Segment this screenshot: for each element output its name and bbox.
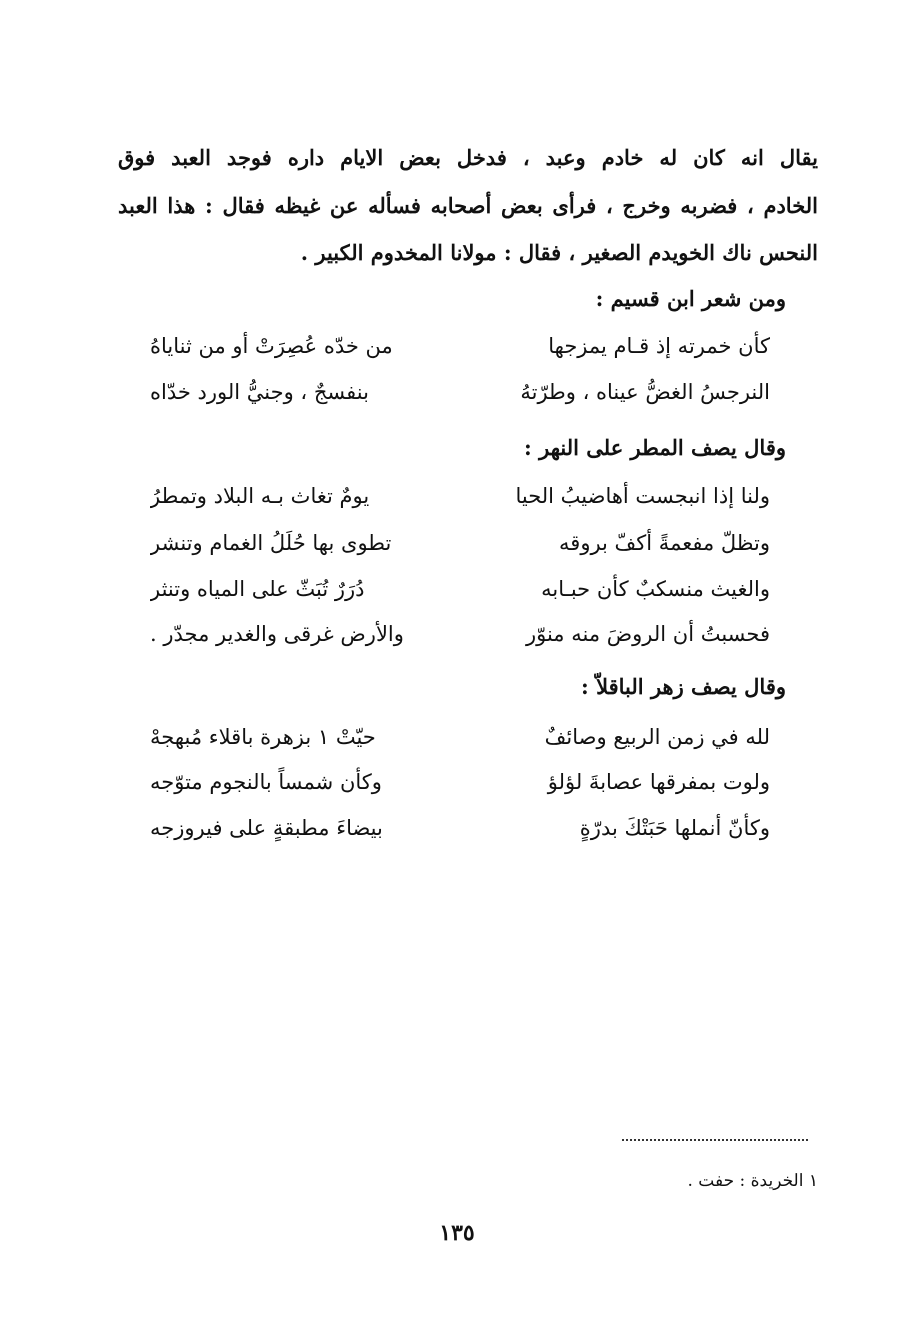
verse-first-hemistich: فحسبتُ أن الروضَ منه منوّر: [525, 622, 770, 646]
verse-first-hemistich: النرجسُ الغضُّ عيناه ، وطرّتهُ: [520, 380, 770, 404]
section-heading-rain: وقال يصف المطر على النهر :: [524, 435, 786, 460]
verse-first-hemistich: ولوت بمفرقها عصابةَ لؤلؤ: [547, 770, 770, 794]
verse-second-hemistich: بيضاءَ مطبقةٍ على فيروزجه: [150, 816, 383, 840]
verse-second-hemistich: والأرض غرقى والغدير مجدّر .: [150, 622, 404, 646]
verse-row: [150, 479, 770, 513]
verse-first-hemistich: وتظلّ مفعمةً أكفّ بروقه: [559, 531, 770, 555]
prose-line-1: يقال انه كان له خادم وعبد ، فدخل بعض الايام داره فوجد العبد فوق: [118, 145, 818, 170]
verse-second-hemistich: دُرَرٌ تُبَثّ على المياه وتنثر: [150, 577, 365, 601]
verse-second-hemistich: بنفسجٌ ، وجنيُّ الورد خدّاه: [150, 380, 369, 404]
verse-first-hemistich: كأن خمرته إذ قـام يمزجها: [548, 334, 770, 358]
verse-first-hemistich: وكأنّ أنملها حَبَتْكَ بدرّةٍ: [579, 816, 770, 840]
footnote: ١ الخريدة : حفت .: [687, 1171, 818, 1191]
verse-first-hemistich: لله في زمن الربيع وصائفٌ: [544, 725, 770, 749]
verse-first-hemistich: ولنا إذا انبجست أهاضيبُ الحيا: [515, 484, 770, 508]
verse-row: [150, 375, 770, 409]
verse-second-hemistich: حيّتْ ١ بزهرة باقلاء مُبهجهْ: [150, 725, 376, 749]
verse-row: [150, 617, 770, 651]
verse-row: [150, 720, 770, 754]
verse-row: [150, 329, 770, 363]
verse-row: [150, 765, 770, 799]
prose-line-3: النحس ناك الخويدم الصغير ، فقال : مولانا المخدوم الكبير .: [300, 240, 818, 265]
page-number: ١٣٥: [439, 1220, 475, 1246]
section-heading-ibn-qasim: ومن شعر ابن قسيم :: [595, 286, 786, 311]
section-heading-beans: وقال يصف زهر الباقلاّ :: [581, 674, 786, 699]
verse-row: [150, 811, 770, 845]
verse-second-hemistich: يومٌ تغاث بـه البلاد وتمطرُ: [150, 484, 370, 508]
verse-row: [150, 526, 770, 560]
verse-second-hemistich: من خدّه عُصِرَتْ أو من ثناياهُ: [150, 334, 393, 358]
verse-row: [150, 572, 770, 606]
footnote-divider: [622, 1139, 808, 1141]
verse-second-hemistich: وكأن شمساً بالنجوم متوّجه: [150, 770, 382, 794]
verse-second-hemistich: تطوى بها حُلَلُ الغمام وتنشر: [150, 531, 392, 555]
prose-line-2: الخادم ، فضربه وخرج ، فرأى بعض أصحابه فسأله عن غيظه فقال : هذا العبد: [118, 193, 818, 218]
verse-first-hemistich: والغيث منسكبٌ كأن حبـابه: [541, 577, 770, 601]
